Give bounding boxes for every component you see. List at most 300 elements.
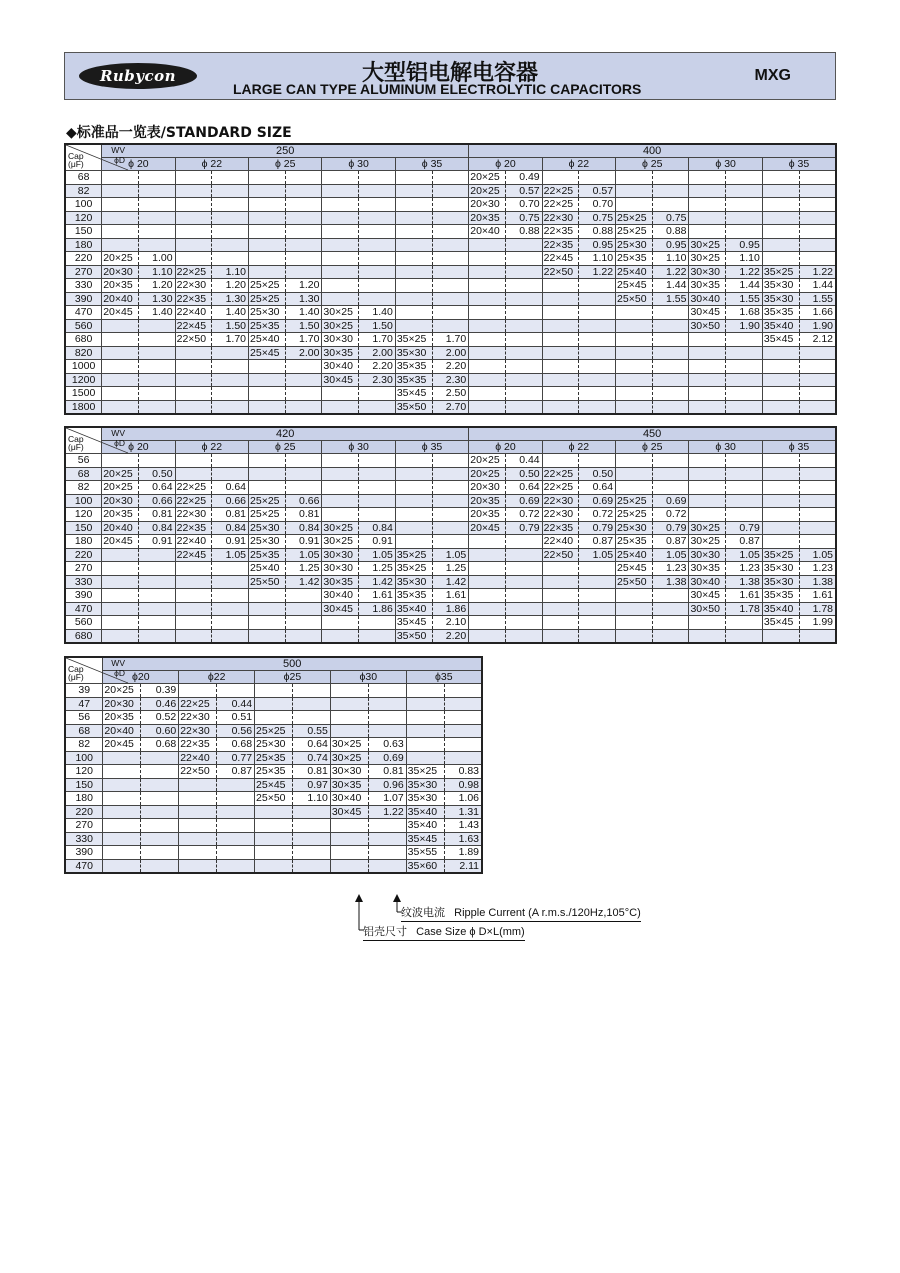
ripple-current-cell: [505, 238, 542, 252]
case-size-cell: [542, 575, 579, 589]
ripple-current-cell: [505, 575, 542, 589]
case-size-cell: 20×30: [469, 481, 506, 495]
case-size-cell: 35×25: [762, 265, 799, 279]
case-size-cell: 35×25: [395, 548, 432, 562]
table-row: [65, 548, 836, 562]
case-size-cell: [689, 387, 726, 401]
table-row: [65, 535, 836, 549]
case-size-cell: 35×50: [395, 629, 432, 643]
capacitance-cell: 390: [65, 589, 102, 603]
corner-cap-label: Cap: [68, 664, 84, 674]
ripple-current-cell: [505, 333, 542, 347]
case-size-cell: 30×40: [689, 575, 726, 589]
case-size-cell: 25×40: [249, 333, 286, 347]
case-size-cell: [469, 346, 506, 360]
ripple-current-cell: [652, 616, 689, 630]
diameter-header: ϕ 35: [762, 158, 836, 171]
table-row: [65, 306, 836, 320]
ripple-current-cell: [726, 454, 763, 468]
ripple-current-cell: [432, 306, 469, 320]
table-row: [65, 238, 836, 252]
ripple-current-cell: [652, 306, 689, 320]
case-size-cell: [395, 319, 432, 333]
table-row: [65, 211, 836, 225]
ripple-current-cell: [505, 306, 542, 320]
ripple-current-cell: [141, 859, 179, 873]
ripple-current-cell: 2.12: [799, 333, 836, 347]
ripple-current-cell: [432, 198, 469, 212]
ripple-current-cell: 1.05: [285, 548, 322, 562]
voltage-header-row: [65, 427, 836, 441]
ripple-current-cell: 0.84: [212, 521, 249, 535]
case-size-cell: [542, 373, 579, 387]
case-size-cell: [689, 211, 726, 225]
ripple-current-cell: 1.40: [212, 306, 249, 320]
case-size-cell: [102, 238, 139, 252]
case-size-cell: [616, 454, 653, 468]
case-size-cell: [689, 171, 726, 185]
ripple-current-cell: 0.68: [141, 738, 179, 752]
case-size-cell: [689, 454, 726, 468]
case-size-cell: [395, 184, 432, 198]
case-size-cell: 35×45: [395, 387, 432, 401]
ripple-current-cell: [138, 360, 175, 374]
ripple-current-cell: [505, 387, 542, 401]
capacitance-cell: 68: [65, 171, 102, 185]
ripple-current-cell: 0.57: [505, 184, 542, 198]
diameter-header: ϕ 22: [542, 158, 615, 171]
table-500v: [64, 656, 483, 874]
capacitance-cell: 56: [65, 454, 102, 468]
ripple-current-cell: 0.87: [217, 765, 255, 779]
case-size-cell: [689, 616, 726, 630]
case-size-cell: [616, 629, 653, 643]
case-label-cn: 铝壳尺寸: [363, 926, 407, 938]
case-size-cell: [762, 387, 799, 401]
ripple-current-cell: 2.20: [432, 629, 469, 643]
ripple-current-cell: 2.00: [359, 346, 396, 360]
case-size-cell: 30×35: [330, 778, 368, 792]
ripple-current-cell: [368, 724, 406, 738]
table-row: [65, 454, 836, 468]
case-size-cell: 22×25: [542, 198, 579, 212]
ripple-current-cell: 0.79: [579, 521, 616, 535]
case-size-cell: [542, 629, 579, 643]
voltage-header: 500: [103, 657, 482, 671]
case-size-cell: 22×25: [179, 697, 217, 711]
case-size-cell: 30×35: [322, 575, 359, 589]
case-size-cell: [249, 629, 286, 643]
ripple-current-cell: 1.50: [212, 319, 249, 333]
case-size-cell: [322, 508, 359, 522]
case-size-cell: [330, 697, 368, 711]
case-size-cell: [322, 265, 359, 279]
case-size-cell: 30×25: [322, 521, 359, 535]
ripple-current-cell: 0.66: [285, 494, 322, 508]
case-size-cell: [102, 589, 139, 603]
case-size-cell: [175, 562, 212, 576]
case-size-cell: [762, 454, 799, 468]
case-size-cell: [395, 521, 432, 535]
case-size-cell: [616, 184, 653, 198]
ripple-current-cell: 1.06: [444, 792, 482, 806]
ripple-current-cell: 0.91: [212, 535, 249, 549]
ripple-current-cell: 1.42: [359, 575, 396, 589]
case-size-cell: 22×30: [542, 211, 579, 225]
ripple-current-cell: [726, 616, 763, 630]
case-size-cell: [542, 346, 579, 360]
case-size-cell: [616, 198, 653, 212]
capacitance-cell: 220: [65, 805, 103, 819]
ripple-current-cell: 0.70: [505, 198, 542, 212]
ripple-current-cell: 2.70: [432, 400, 469, 414]
ripple-current-cell: [138, 454, 175, 468]
case-size-cell: 22×45: [542, 252, 579, 266]
ripple-current-cell: [652, 171, 689, 185]
ripple-current-cell: [141, 832, 179, 846]
case-size-cell: 25×25: [616, 211, 653, 225]
ripple-current-cell: 1.22: [652, 265, 689, 279]
ripple-current-cell: 1.78: [726, 602, 763, 616]
case-size-cell: [542, 306, 579, 320]
ripple-current-cell: [726, 333, 763, 347]
table-row: [65, 819, 482, 833]
ripple-current-cell: 2.20: [432, 360, 469, 374]
ripple-current-cell: [652, 184, 689, 198]
ripple-current-cell: 1.10: [212, 265, 249, 279]
ripple-current-cell: [217, 859, 255, 873]
ripple-current-cell: 0.81: [292, 765, 330, 779]
capacitance-cell: 270: [65, 265, 102, 279]
case-size-cell: [542, 454, 579, 468]
case-size-cell: 22×35: [175, 521, 212, 535]
ripple-current-cell: [432, 292, 469, 306]
ripple-current-cell: 1.43: [444, 819, 482, 833]
case-size-cell: [102, 184, 139, 198]
case-size-cell: [395, 467, 432, 481]
ripple-current-cell: 0.81: [285, 508, 322, 522]
case-size-cell: [322, 629, 359, 643]
ripple-current-cell: 1.05: [652, 548, 689, 562]
case-size-cell: [762, 521, 799, 535]
case-size-cell: [469, 589, 506, 603]
ripple-current-cell: [138, 602, 175, 616]
ripple-current-cell: [432, 467, 469, 481]
ripple-current-cell: 0.69: [505, 494, 542, 508]
case-size-cell: 35×45: [395, 616, 432, 630]
ripple-current-cell: 1.10: [579, 252, 616, 266]
case-size-cell: [322, 494, 359, 508]
case-size-cell: [102, 319, 139, 333]
case-size-cell: [542, 292, 579, 306]
ripple-current-cell: [141, 805, 179, 819]
case-size-cell: 30×45: [322, 373, 359, 387]
ripple-current-cell: [285, 171, 322, 185]
capacitance-cell: 220: [65, 548, 102, 562]
capacitance-cell: 100: [65, 494, 102, 508]
case-size-cell: [175, 467, 212, 481]
ripple-current-cell: 1.22: [726, 265, 763, 279]
case-size-cell: 30×40: [330, 792, 368, 806]
ripple-current-cell: [141, 792, 179, 806]
case-size-cell: [469, 548, 506, 562]
ripple-current-cell: [138, 184, 175, 198]
ripple-current-cell: [217, 684, 255, 698]
ripple-current-cell: 2.00: [285, 346, 322, 360]
case-size-cell: [179, 778, 217, 792]
case-size-cell: [762, 535, 799, 549]
case-size-cell: [175, 171, 212, 185]
case-size-cell: [689, 333, 726, 347]
case-size-cell: [255, 711, 293, 725]
case-size-cell: 30×25: [322, 319, 359, 333]
ripple-current-cell: 1.20: [285, 279, 322, 293]
capacitance-cell: 680: [65, 629, 102, 643]
case-size-cell: 35×35: [762, 306, 799, 320]
case-size-cell: [762, 494, 799, 508]
rubycon-logo: Rubycon: [79, 63, 197, 89]
case-size-cell: 35×40: [395, 602, 432, 616]
ripple-current-cell: 1.78: [799, 602, 836, 616]
case-size-cell: 20×25: [102, 252, 139, 266]
ripple-current-cell: [799, 225, 836, 239]
case-size-cell: 30×50: [689, 319, 726, 333]
case-size-cell: [255, 805, 293, 819]
ripple-current-cell: 0.69: [579, 494, 616, 508]
case-size-cell: [102, 171, 139, 185]
case-size-cell: [689, 467, 726, 481]
case-size-cell: 20×40: [469, 225, 506, 239]
case-size-cell: 25×30: [249, 521, 286, 535]
diameter-header: ϕ 25: [249, 158, 322, 171]
table-row: [65, 279, 836, 293]
ripple-current-cell: 0.51: [217, 711, 255, 725]
corner-d-label: ϕD: [114, 438, 125, 448]
capacitance-cell: 390: [65, 292, 102, 306]
case-size-cell: [175, 387, 212, 401]
case-size-cell: 35×35: [395, 360, 432, 374]
ripple-current-cell: 0.44: [217, 697, 255, 711]
case-size-cell: 25×35: [255, 765, 293, 779]
case-size-cell: [616, 346, 653, 360]
case-size-cell: [616, 616, 653, 630]
table-row: [65, 738, 482, 752]
ripple-current-cell: 0.39: [141, 684, 179, 698]
case-size-cell: [395, 481, 432, 495]
case-size-cell: [395, 252, 432, 266]
case-size-cell: [102, 602, 139, 616]
ripple-current-cell: [285, 198, 322, 212]
case-size-cell: [175, 616, 212, 630]
ripple-current-cell: 1.20: [138, 279, 175, 293]
table-row: [65, 629, 836, 643]
table-row: [65, 494, 836, 508]
table-row: [65, 346, 836, 360]
ripple-current-cell: 1.23: [726, 562, 763, 576]
case-size-cell: [395, 171, 432, 185]
case-size-cell: [249, 225, 286, 239]
case-size-cell: [330, 859, 368, 873]
ripple-current-cell: [579, 360, 616, 374]
ripple-current-cell: 0.64: [138, 481, 175, 495]
case-size-cell: [616, 467, 653, 481]
ripple-current-cell: 1.00: [138, 252, 175, 266]
ripple-current-cell: 0.72: [652, 508, 689, 522]
ripple-current-cell: [285, 454, 322, 468]
table-row: [65, 589, 836, 603]
ripple-current-cell: [138, 171, 175, 185]
case-size-cell: [406, 724, 444, 738]
ripple-current-cell: 1.31: [444, 805, 482, 819]
case-size-cell: 35×35: [395, 373, 432, 387]
ripple-current-cell: [652, 319, 689, 333]
table-row: [65, 387, 836, 401]
case-size-cell: 25×40: [616, 265, 653, 279]
ripple-current-cell: 1.86: [432, 602, 469, 616]
case-size-cell: [249, 238, 286, 252]
ripple-current-cell: [359, 616, 396, 630]
ripple-current-cell: [359, 454, 396, 468]
capacitance-cell: 100: [65, 751, 103, 765]
table-row: [65, 751, 482, 765]
diameter-header: ϕ 20: [102, 158, 175, 171]
voltage-header: 400: [469, 144, 836, 158]
case-size-cell: [249, 481, 286, 495]
case-size-cell: [103, 751, 141, 765]
ripple-current-cell: 0.84: [359, 521, 396, 535]
case-size-cell: [179, 805, 217, 819]
case-size-cell: 20×35: [102, 508, 139, 522]
cap-wv-corner: [65, 427, 125, 454]
ripple-current-cell: [505, 279, 542, 293]
case-size-cell: [762, 629, 799, 643]
ripple-current-cell: [799, 535, 836, 549]
ripple-current-cell: 1.70: [432, 333, 469, 347]
case-size-cell: 22×25: [175, 481, 212, 495]
ripple-current-cell: 1.55: [652, 292, 689, 306]
ripple-current-cell: 0.96: [368, 778, 406, 792]
diameter-header: ϕ22: [179, 671, 255, 684]
ripple-current-cell: 0.81: [368, 765, 406, 779]
case-size-cell: 22×30: [175, 508, 212, 522]
ripple-current-cell: [359, 400, 396, 414]
ripple-current-cell: [138, 548, 175, 562]
case-size-cell: [406, 697, 444, 711]
case-size-cell: [542, 562, 579, 576]
ripple-current-cell: 2.20: [359, 360, 396, 374]
table-row: [65, 765, 482, 779]
case-size-cell: [469, 629, 506, 643]
case-size-cell: [542, 171, 579, 185]
ripple-current-cell: [368, 684, 406, 698]
case-size-cell: [322, 387, 359, 401]
case-size-cell: [249, 211, 286, 225]
case-size-cell: [469, 616, 506, 630]
case-size-cell: [395, 494, 432, 508]
case-label-en: Case Size ϕ D×L(mm): [416, 926, 525, 938]
ripple-current-cell: 1.30: [285, 292, 322, 306]
capacitance-cell: 68: [65, 467, 102, 481]
case-size-cell: [322, 184, 359, 198]
case-size-cell: 20×45: [103, 738, 141, 752]
ripple-current-cell: [212, 616, 249, 630]
ripple-current-cell: [652, 346, 689, 360]
ripple-current-cell: [726, 400, 763, 414]
ripple-current-cell: 0.64: [292, 738, 330, 752]
case-size-cell: [330, 846, 368, 860]
ripple-current-cell: 1.22: [579, 265, 616, 279]
diameter-header: ϕ 25: [616, 441, 689, 454]
ripple-current-cell: 1.22: [799, 265, 836, 279]
ripple-current-cell: 1.42: [285, 575, 322, 589]
diameter-header: ϕ 35: [762, 441, 836, 454]
case-size-cell: 25×30: [616, 238, 653, 252]
case-size-cell: 25×25: [616, 508, 653, 522]
case-size-cell: 30×40: [689, 292, 726, 306]
ripple-current-cell: [138, 346, 175, 360]
ripple-current-cell: 1.10: [138, 265, 175, 279]
case-size-legend: [363, 923, 525, 941]
case-size-cell: [322, 292, 359, 306]
ripple-current-cell: [726, 171, 763, 185]
capacitance-cell: 82: [65, 481, 102, 495]
case-size-cell: [762, 481, 799, 495]
ripple-current-cell: [141, 778, 179, 792]
diameter-header: ϕ25: [255, 671, 331, 684]
ripple-current-cell: [432, 238, 469, 252]
capacitance-cell: 560: [65, 319, 102, 333]
ripple-current-cell: [285, 225, 322, 239]
ripple-current-cell: 1.25: [432, 562, 469, 576]
ripple-current-cell: [138, 319, 175, 333]
case-size-cell: 35×35: [762, 589, 799, 603]
corner-wv-label: WV: [111, 658, 125, 668]
case-size-cell: [102, 400, 139, 414]
case-size-cell: [102, 616, 139, 630]
ripple-current-cell: [799, 238, 836, 252]
ripple-current-cell: [359, 279, 396, 293]
ripple-current-cell: 0.49: [505, 171, 542, 185]
ripple-current-cell: 1.38: [652, 575, 689, 589]
case-size-cell: [179, 859, 217, 873]
case-size-cell: [175, 373, 212, 387]
case-size-cell: [330, 684, 368, 698]
ripple-current-cell: [579, 333, 616, 347]
case-size-cell: [762, 184, 799, 198]
case-size-cell: [249, 171, 286, 185]
case-size-cell: 30×25: [689, 238, 726, 252]
ripple-current-cell: [799, 521, 836, 535]
ripple-current-cell: [212, 360, 249, 374]
ripple-current-cell: 1.05: [726, 548, 763, 562]
case-size-cell: 22×45: [175, 319, 212, 333]
case-size-cell: [762, 252, 799, 266]
case-size-cell: [616, 373, 653, 387]
ripple-current-cell: 1.90: [799, 319, 836, 333]
ripple-current-cell: [141, 819, 179, 833]
ripple-current-cell: [432, 508, 469, 522]
ripple-current-cell: [368, 711, 406, 725]
case-size-cell: 30×30: [330, 765, 368, 779]
ripple-current-cell: 0.66: [212, 494, 249, 508]
ripple-current-cell: 1.10: [292, 792, 330, 806]
ripple-current-cell: [726, 211, 763, 225]
capacitance-cell: 1200: [65, 373, 102, 387]
ripple-current-cell: [505, 602, 542, 616]
capacitance-cell: 680: [65, 333, 102, 347]
ripple-current-cell: [285, 387, 322, 401]
ripple-current-cell: [359, 292, 396, 306]
